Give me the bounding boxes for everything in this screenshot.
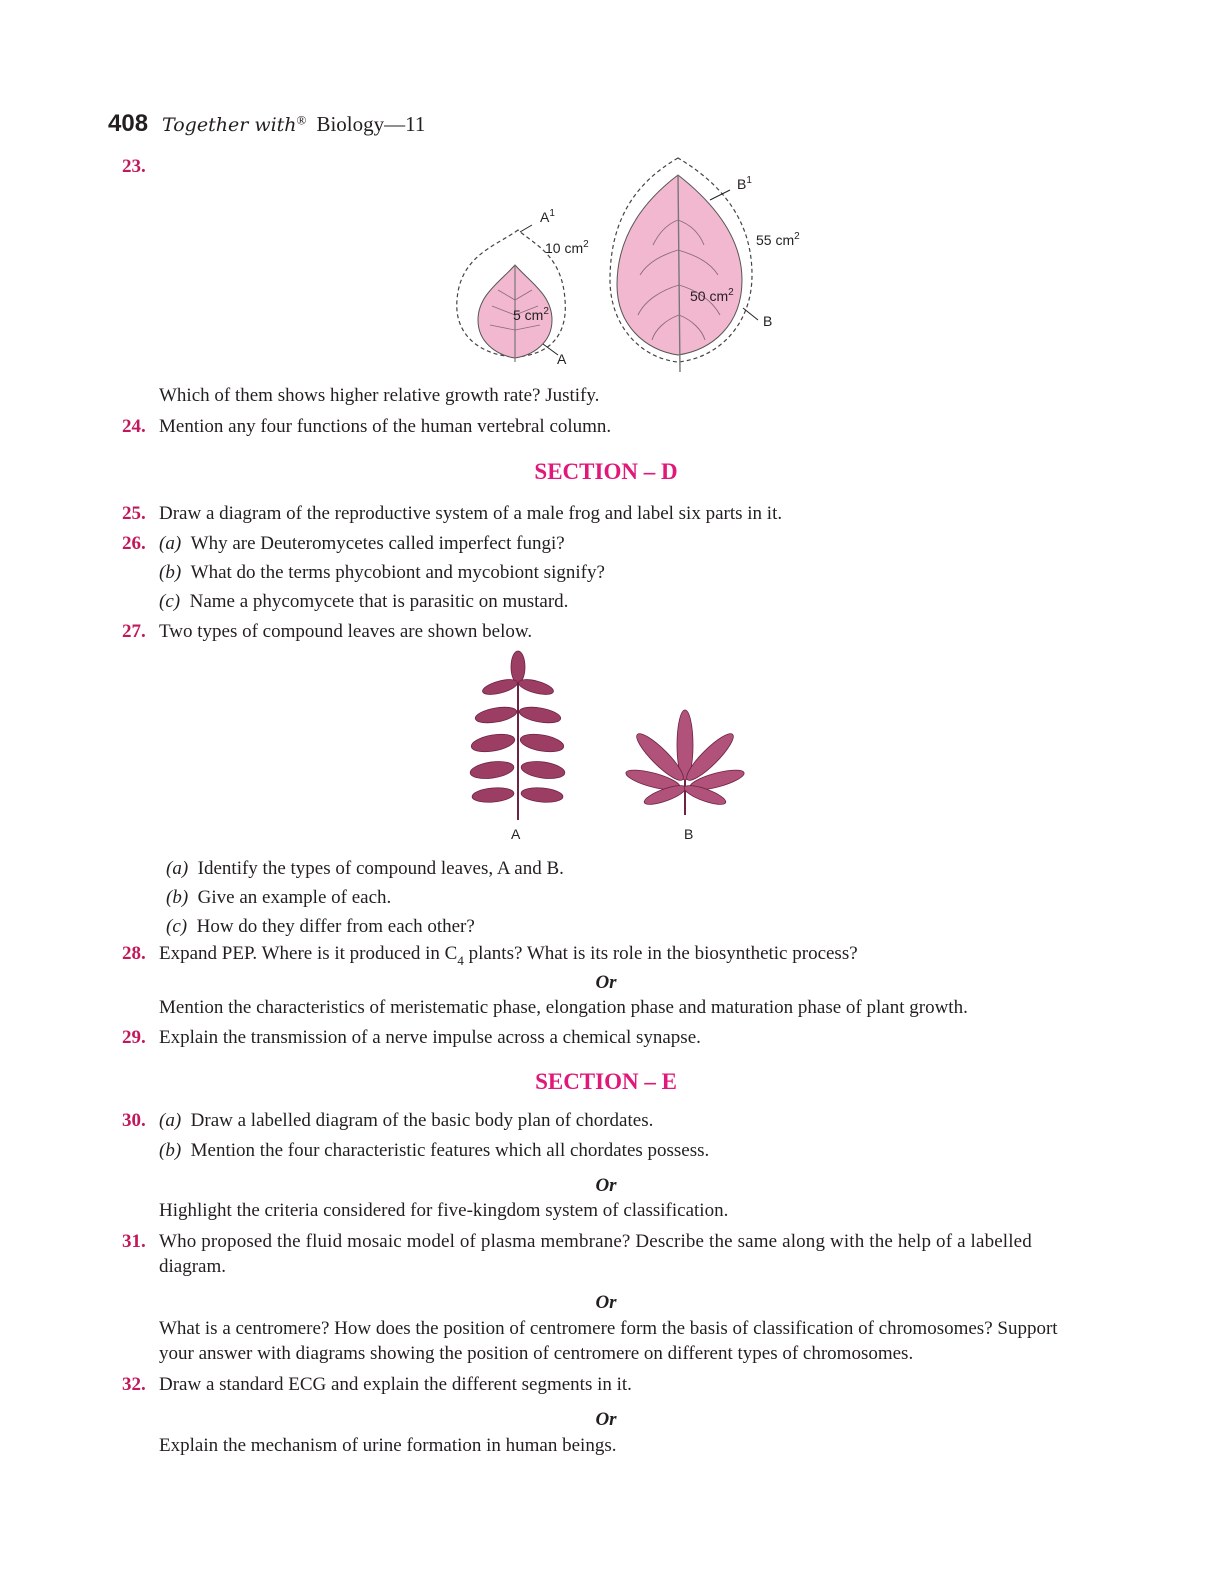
- question-number-29: 29.: [122, 1027, 146, 1048]
- question-32-alt: Explain the mechanism of urine formation in human beings.: [159, 1435, 617, 1456]
- label-b: B: [763, 313, 773, 329]
- svg-text:A1: [540, 208, 555, 225]
- question-number-25: 25.: [122, 503, 146, 524]
- question-31-alt2: your answer with diagrams showing the position of centromere on different types of chromosomes.: [159, 1343, 914, 1364]
- label-a1: A: [540, 209, 550, 225]
- compound-leaves-figure: [460, 645, 760, 845]
- page-number: 408: [108, 110, 149, 137]
- question-26a: (a) Why are Deuteromycetes called imperfect fungi?: [159, 533, 565, 554]
- svg-text:50 cm2: 50 $cm^2$: [690, 287, 734, 304]
- question-30a: (a) Draw a labelled diagram of the basic body plan of chordates.: [159, 1110, 654, 1131]
- section-e-heading: SECTION – E: [535, 1069, 677, 1094]
- question-32-text: Draw a standard ECG and explain the different segments in it.: [159, 1374, 632, 1395]
- question-23-text: Which of them shows higher relative growth rate? Justify.: [159, 385, 600, 406]
- section-d-heading: SECTION – D: [534, 459, 678, 484]
- brand-name: Together with: [162, 114, 297, 136]
- svg-text:10 cm2: 10 $cm^2$: [545, 239, 589, 256]
- question-31-line2: diagram.: [159, 1256, 227, 1277]
- question-24-text: Mention any four functions of the human vertebral column.: [159, 416, 612, 437]
- question-number-28: 28.: [122, 943, 146, 964]
- or-31: Or: [595, 1292, 617, 1313]
- or-28: Or: [595, 972, 617, 993]
- label-a: A: [557, 351, 567, 367]
- question-number-31: 31.: [122, 1231, 146, 1252]
- question-29-text: Explain the transmission of a nerve impulse across a chemical synapse.: [159, 1027, 701, 1048]
- or-30: Or: [595, 1175, 617, 1196]
- question-30-alt: Highlight the criteria considered for five-kingdom system of classification.: [159, 1200, 729, 1221]
- question-28-text: Expand PEP. Where is it produced in $C_4$ plants? What is its role in the biosynthetic process?: [159, 943, 858, 968]
- question-number-30: 30.: [122, 1110, 146, 1131]
- question-number-26: 26.: [122, 533, 146, 554]
- question-number-32: 32.: [122, 1374, 146, 1395]
- question-31-line1: Who proposed the fluid mosaic model of plasma membrane? Describe the same along with the help of a labelled: [159, 1231, 1032, 1252]
- question-number-24: 24.: [122, 416, 146, 437]
- or-32: Or: [595, 1409, 617, 1430]
- question-number-27: 27.: [122, 621, 146, 642]
- label-a-area: 5 cm: [513, 307, 544, 323]
- svg-text:5 cm2: 5 $cm^2$: [513, 306, 549, 323]
- label-leaf-a: A: [511, 826, 521, 842]
- pinnate-leaf-a: [469, 651, 566, 820]
- question-25-text: Draw a diagram of the reproductive system of a male frog and label six parts in it.: [159, 503, 783, 524]
- label-b1-area: 55 cm: [756, 232, 795, 248]
- label-a1-area: 10 cm: [545, 240, 584, 256]
- label-a1-sup: 1: [549, 208, 555, 219]
- question-number-23: 23.: [122, 156, 146, 177]
- question-26c: (c) Name a phycomycete that is parasitic on mustard.: [159, 591, 569, 612]
- label-b1-sup: 1: [746, 175, 752, 186]
- leaf-growth-figure: [440, 150, 820, 380]
- label-b-area: 50 cm: [690, 288, 729, 304]
- svg-text:B1: [737, 175, 752, 192]
- question-27a: (a) Identify the types of compound leaves, A and B.: [166, 858, 564, 879]
- registered-mark: ®: [296, 112, 307, 128]
- label-b1: B: [737, 176, 747, 192]
- question-31-alt1: What is a centromere? How does the position of centromere form the basis of classification of chromosomes? Support: [159, 1318, 1058, 1339]
- question-30b: (b) Mention the four characteristic features which all chordates possess.: [159, 1140, 710, 1161]
- book-title: Biology—11: [316, 112, 426, 136]
- page-header: [108, 110, 425, 140]
- question-28-alt: Mention the characteristics of meristematic phase, elongation phase and maturation phase of plant growth.: [159, 997, 968, 1018]
- label-leaf-b: B: [684, 826, 694, 842]
- palmate-leaf-b: [624, 710, 746, 815]
- svg-text:55 cm2: 55 $cm^2$: [756, 231, 800, 248]
- question-27-text: Two types of compound leaves are shown below.: [159, 621, 533, 642]
- question-27c: (c) How do they differ from each other?: [166, 916, 475, 937]
- question-26b: (b) What do the terms phycobiont and mycobiont signify?: [159, 562, 605, 583]
- question-27b: (b) Give an example of each.: [166, 887, 392, 908]
